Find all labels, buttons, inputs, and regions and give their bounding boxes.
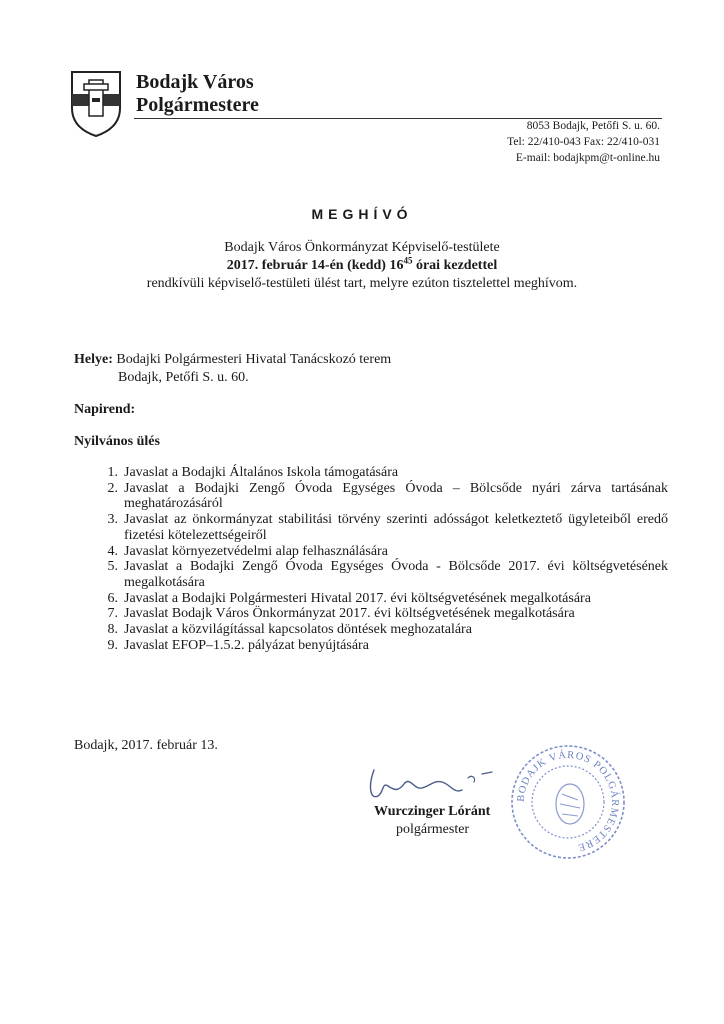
session-heading: Nyilvános ülés — [74, 434, 160, 449]
agenda-item: 6. Javaslat a Bodajki Polgármesteri Hivatal 2017. évi költségvetésének megalkotására — [107, 590, 591, 606]
invitation-intro — [0, 239, 724, 293]
location-line1: Bodajki Polgármesteri Hivatal Tanácskozó terem — [116, 352, 392, 367]
agenda-item: 2. Javaslat a Bodajki Zengő Óvoda Egységes Óvoda – Bölcsőde nyári zárva tartásának meghatározásáról — [107, 480, 668, 512]
agenda-list — [88, 465, 668, 653]
contact-block — [507, 118, 660, 166]
location-line2: Bodajk, Petőfi S. u. 60. — [118, 370, 249, 385]
intro-line1: Bodajk Város Önkormányzat Képviselő-testülete — [224, 240, 500, 255]
agenda-item: 1. Javaslat a Bodajki Általános Iskola támogatására — [107, 465, 399, 480]
signer-name: Wurczinger Lóránt — [374, 804, 491, 819]
agenda-item: 8. Javaslat a közvilágítással kapcsolatos döntések meghozatalára — [107, 622, 472, 638]
phone-fax-line: Tel: 22/410-043 Fax: 22/410-031 — [507, 136, 660, 148]
signer-title: polgármester — [396, 822, 470, 837]
date-line: Bodajk, 2017. február 13. — [74, 738, 218, 753]
agenda-item: 7. Javaslat Bodajk Város Önkormányzat 2017. évi költségvetésének megalkotására — [107, 606, 575, 622]
official-stamp-icon — [508, 742, 628, 862]
agenda-heading: Napirend: — [74, 402, 136, 417]
address-line: 8053 Bodajk, Petőfi S. u. 60. — [526, 120, 660, 132]
location-label: Helye: — [74, 352, 113, 367]
meeting-location — [74, 351, 391, 387]
agenda-item: 5. Javaslat a Bodajki Zengő Óvoda Egységes Óvoda - Bölcsőde 2017. évi költségvetésének megalkotására — [107, 559, 668, 590]
meeting-datetime: 2017. február 14-én (kedd) $16^{45}$ órai kezdettel — [226, 255, 498, 273]
svg-text:BODAJK VÁROS POLGÁRMESTERE: BODAJK VÁROS POLGÁRMESTERE — [515, 749, 621, 853]
agenda-item: 4. Javaslat környezetvédelmi alap felhasználására — [107, 543, 388, 559]
coat-of-arms-icon — [70, 70, 122, 138]
document-title: MEGHÍVÓ — [311, 206, 413, 222]
intro-line3: rendkívüli képviselő-testületi ülést tart, melyre ezúton tisztelettel meghívom. — [146, 276, 578, 291]
agenda-item: 9. Javaslat EFOP–1.5.2. pályázat benyújtására — [107, 637, 369, 653]
org-name-line2: Polgármestere — [136, 94, 259, 116]
agenda-item: 3. Javaslat az önkormányzat stabilitási törvény szerinti adósságot keletkeztető ügyleteiből eredő fizetési kötelezettségeiről — [107, 512, 668, 543]
email-line: E-mail: bodajkpm@t-online.hu — [515, 152, 660, 164]
signature-icon — [364, 760, 504, 804]
org-name-line1: Bodajk Város — [136, 71, 254, 93]
